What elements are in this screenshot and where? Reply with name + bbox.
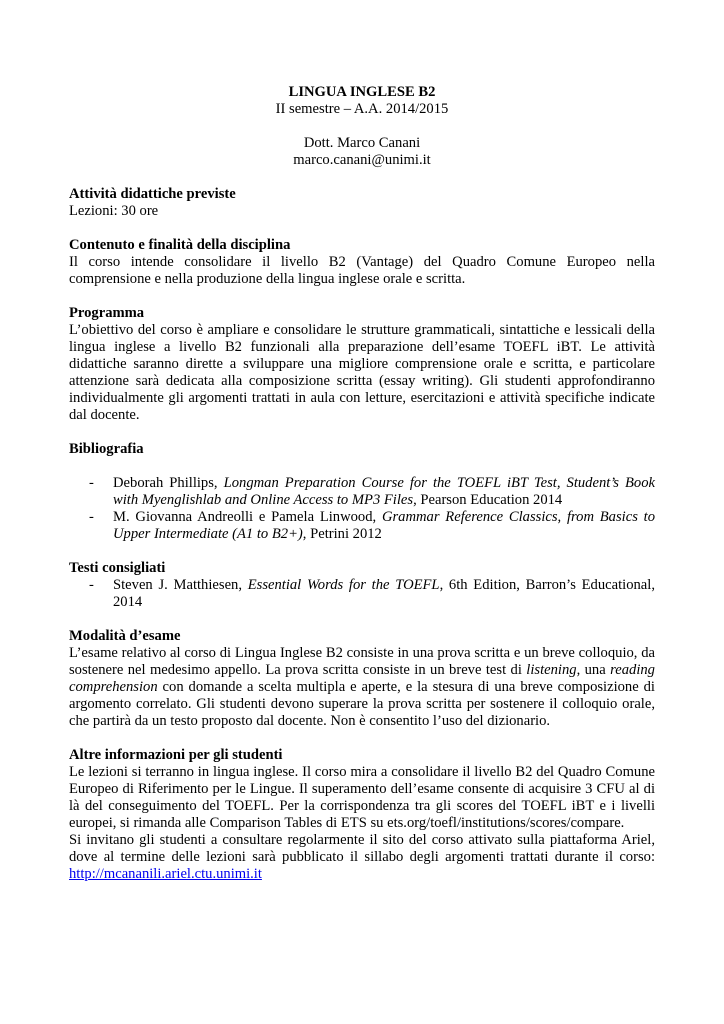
- text-run: , una: [576, 662, 611, 678]
- section-testi-consigliati: [69, 560, 655, 611]
- document-header: [69, 84, 655, 169]
- section-text: Il corso intende consolidare il livello B2 (Vantage) del Quadro Comune Europeo nella comprensione e nella produzione della lingua inglese orale e scritta.: [69, 254, 655, 287]
- item-title: Grammar Reference Classics, from Basics to Upper Intermediate (A1 to B2+): [113, 509, 656, 542]
- section-text: L’obiettivo del corso è ampliare e consolidare le strutture grammaticali, sintattiche e lessicali della lingua inglese a livello B2 funzionali alla preparazione dell’esame TOEFL iBT. Le attività didattiche saranno dirette a sviluppare una migliore comprensione orale e scritta, e particolare attenzione sarà dedicata alla composizione scritta (essay writing). Gli studenti approfondiranno individualmente gli argomenti trattati in aula con letture, esercitazioni e attività specifiche indicate dal docente.: [69, 322, 655, 423]
- item-author: Steven J. Matthiesen,: [113, 577, 248, 593]
- section-modalita-esame: [69, 628, 655, 730]
- item-title: Longman Preparation Course for the TOEFL iBT Test, Student’s Book with Myenglishlab and Online Access to MP3 Files: [113, 475, 655, 508]
- text-run: L’esame relativo al corso di Lingua Inglese B2 consiste in una prova scritta e un breve colloquio, da sostenere nel medesimo appello. La prova scritta consiste in un breve test di: [69, 645, 655, 678]
- teacher-email: marco.canani@unimi.it: [293, 152, 431, 168]
- section-attivita: [69, 186, 655, 220]
- item-title: Essential Words for the TOEFL: [247, 577, 440, 593]
- section-contenuto: [69, 237, 655, 288]
- section-text: [69, 645, 655, 730]
- section-text: [69, 832, 655, 883]
- bibliography-item: [69, 509, 655, 543]
- section-heading: Programma: [69, 305, 145, 321]
- item-publisher: , Pearson Education 2014: [413, 492, 563, 508]
- section-heading: Attività didattiche previste: [69, 186, 236, 202]
- section-heading: Testi consigliati: [69, 560, 166, 576]
- section-text: Le lezioni si terranno in lingua inglese. Il corso mira a consolidare il livello B2 del Quadro Comune Europeo di Riferimento per le Lingue. Il superamento dell’esame consente di acquisire 3 CFU al di là del conseguimento del TOEFL. Per la corrispondenza tra gli scores del TOEFL iBT e i livelli europei, si rimanda alle Comparison Tables di ETS su ets.org/toefl/institutions/scores/compare.: [69, 764, 655, 831]
- section-programma: [69, 305, 655, 424]
- italic-term: listening: [526, 662, 577, 678]
- bibliography-item: [69, 475, 655, 509]
- course-title: LINGUA INGLESE B2: [288, 84, 436, 100]
- ariel-course-link[interactable]: http://mcananili.ariel.ctu.unimi.it: [69, 866, 262, 882]
- recommended-list: [69, 577, 655, 611]
- italic-term: reading comprehension: [69, 662, 655, 695]
- section-heading: Bibliografia: [69, 441, 144, 457]
- section-heading: Modalità d’esame: [69, 628, 181, 644]
- semester-line: II semestre – A.A. 2014/2015: [275, 101, 449, 117]
- list-dash: -: [89, 577, 94, 593]
- teacher-name: Dott. Marco Canani: [303, 135, 421, 151]
- list-dash: -: [89, 509, 94, 525]
- item-author: Deborah Phillips,: [113, 475, 224, 491]
- bibliography-list: [69, 475, 655, 543]
- text-run: Si invitano gli studenti a consultare regolarmente il sito del corso attivato sulla piattaforma Ariel, dove al termine delle lezioni sarà pubblicato il sillabo degli argomenti trattati durante il corso:: [69, 832, 655, 865]
- recommended-item: [69, 577, 655, 611]
- section-bibliografia: [69, 441, 655, 543]
- item-author: M. Giovanna Andreolli e Pamela Linwood,: [113, 509, 382, 525]
- section-heading: Altre informazioni per gli studenti: [69, 747, 283, 763]
- list-dash: -: [89, 475, 94, 491]
- section-altre-informazioni: [69, 747, 655, 883]
- item-publisher: , 6th Edition, Barron’s Educational, 2014: [113, 577, 655, 610]
- section-text: Lezioni: 30 ore: [69, 203, 159, 219]
- section-heading: Contenuto e finalità della disciplina: [69, 237, 291, 253]
- text-run: con domande a scelta multipla e aperte, e la stesura di una breve composizione di argomento correlato. Gli studenti devono superare la prova scritta per sostenere il colloquio orale, che partirà da un testo proposto dal docente. Non è consentito l’uso del dizionario.: [69, 679, 655, 729]
- item-publisher: , Petrini 2012: [302, 526, 382, 542]
